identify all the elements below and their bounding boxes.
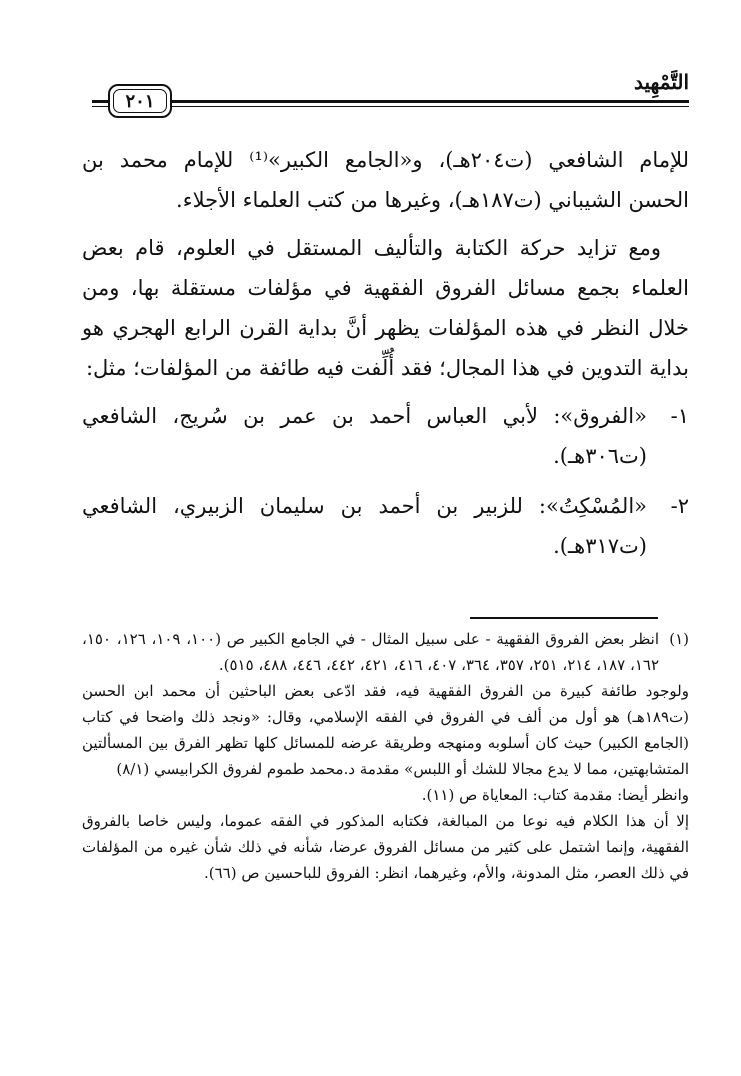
footnote-paragraph: إلا أن هذا الكلام فيه نوعا من المبالغة، فكتابه المذكور في الفقه عموما، وليس خاصا بالفروق الفقهية، وإنما اشتمل على كثير من مسائل الفروق عرضا، شأنه في ذلك شأن غيره من المؤلفات في ذلك العصر، مثل المدونة، والأم، وغيرهما، انظر: الفروق للباحسين ص (٦٦).	[82, 812, 689, 882]
page-number-badge	[108, 84, 172, 118]
footnote-text: انظر بعض الفروق الفقهية - على سبيل المثال - في الجامع الكبير ص (١٠٠، ١٠٩، ١٢٦، ١٥٠، ١٦٢، ١٨٧، ٢١٤، ٢٥١، ٣٥٧، ٣٦٤، ٤٠٧، ٤١٦، ٤٢١، ٤٤٢، ٤٤٦، ٤٨٨، ٥١٥).	[82, 630, 660, 674]
header-rule-thin	[92, 106, 689, 107]
list-item-text: «المُسْكِتُ»: للزبير بن أحمد بن سليمان الزبيري، الشافعي (ت٣١٧هـ).	[82, 494, 647, 558]
footnote-paragraph: وانظر أيضا: مقدمة كتاب: المعاياة ص (١١).	[421, 786, 689, 804]
list-item-text: «الفروق»: لأبي العباس أحمد بن عمر بن سُريج، الشافعي (ت٣٠٦هـ).	[82, 404, 647, 468]
list-item	[82, 486, 689, 566]
footnote-number: (١)	[669, 630, 689, 648]
header-rule	[92, 100, 689, 108]
footnotes	[82, 626, 689, 886]
header-rule-thick	[92, 100, 689, 103]
footnote-1	[82, 626, 689, 678]
main-text	[82, 140, 689, 576]
paragraph-2: ومع تزايد حركة الكتابة والتأليف المستقل في العلوم، قام بعض العلماء بجمع مسائل الفروق الفقهية في مؤلفات مستقلة بها، ومن خلال النظر في هذه المؤلفات يظهر أنَّ بداية القرن الرابع الهجري هو بداية التدوين في هذا المجال؛ فقد أُلِّفت فيه طائفة من المؤلفات؛ مثل:	[82, 236, 689, 380]
list-item	[82, 396, 689, 476]
page-number: ٢٠١	[125, 90, 155, 112]
list-item-number: ٢-	[670, 494, 689, 518]
paragraph-1: للإمام الشافعي (ت٢٠٤هـ)، و«الجامع الكبير»⁽¹⁾ للإمام محمد بن الحسن الشيباني (ت١٨٧هـ)، وغيرها من كتب العلماء الأجلاء.	[82, 148, 690, 212]
list-item-number: ١-	[670, 404, 689, 428]
footnote-separator	[470, 617, 658, 619]
running-header-title: التَّمْهِيد	[634, 70, 689, 94]
footnote-paragraph: ولوجود طائفة كبيرة من الفروق الفقهية فيه، فقد ادّعى بعض الباحثين أن محمد ابن الحسن (ت١٨٩هـ) هو أول من ألف في الفروق في الفقه الإسلامي، وقال: «ونجد ذلك واضحا في كتاب (الجامع الكبير) حيث كان أسلوبه ومنهجه وطريقة عرضه للمسائل كلها تظهر الفرق بين المسألتين المتشابهتين، مما لا يدع مجالا للشك أو اللبس» مقدمة د.محمد طموم لفروق الكرابيسي (٨/١)	[82, 682, 689, 778]
